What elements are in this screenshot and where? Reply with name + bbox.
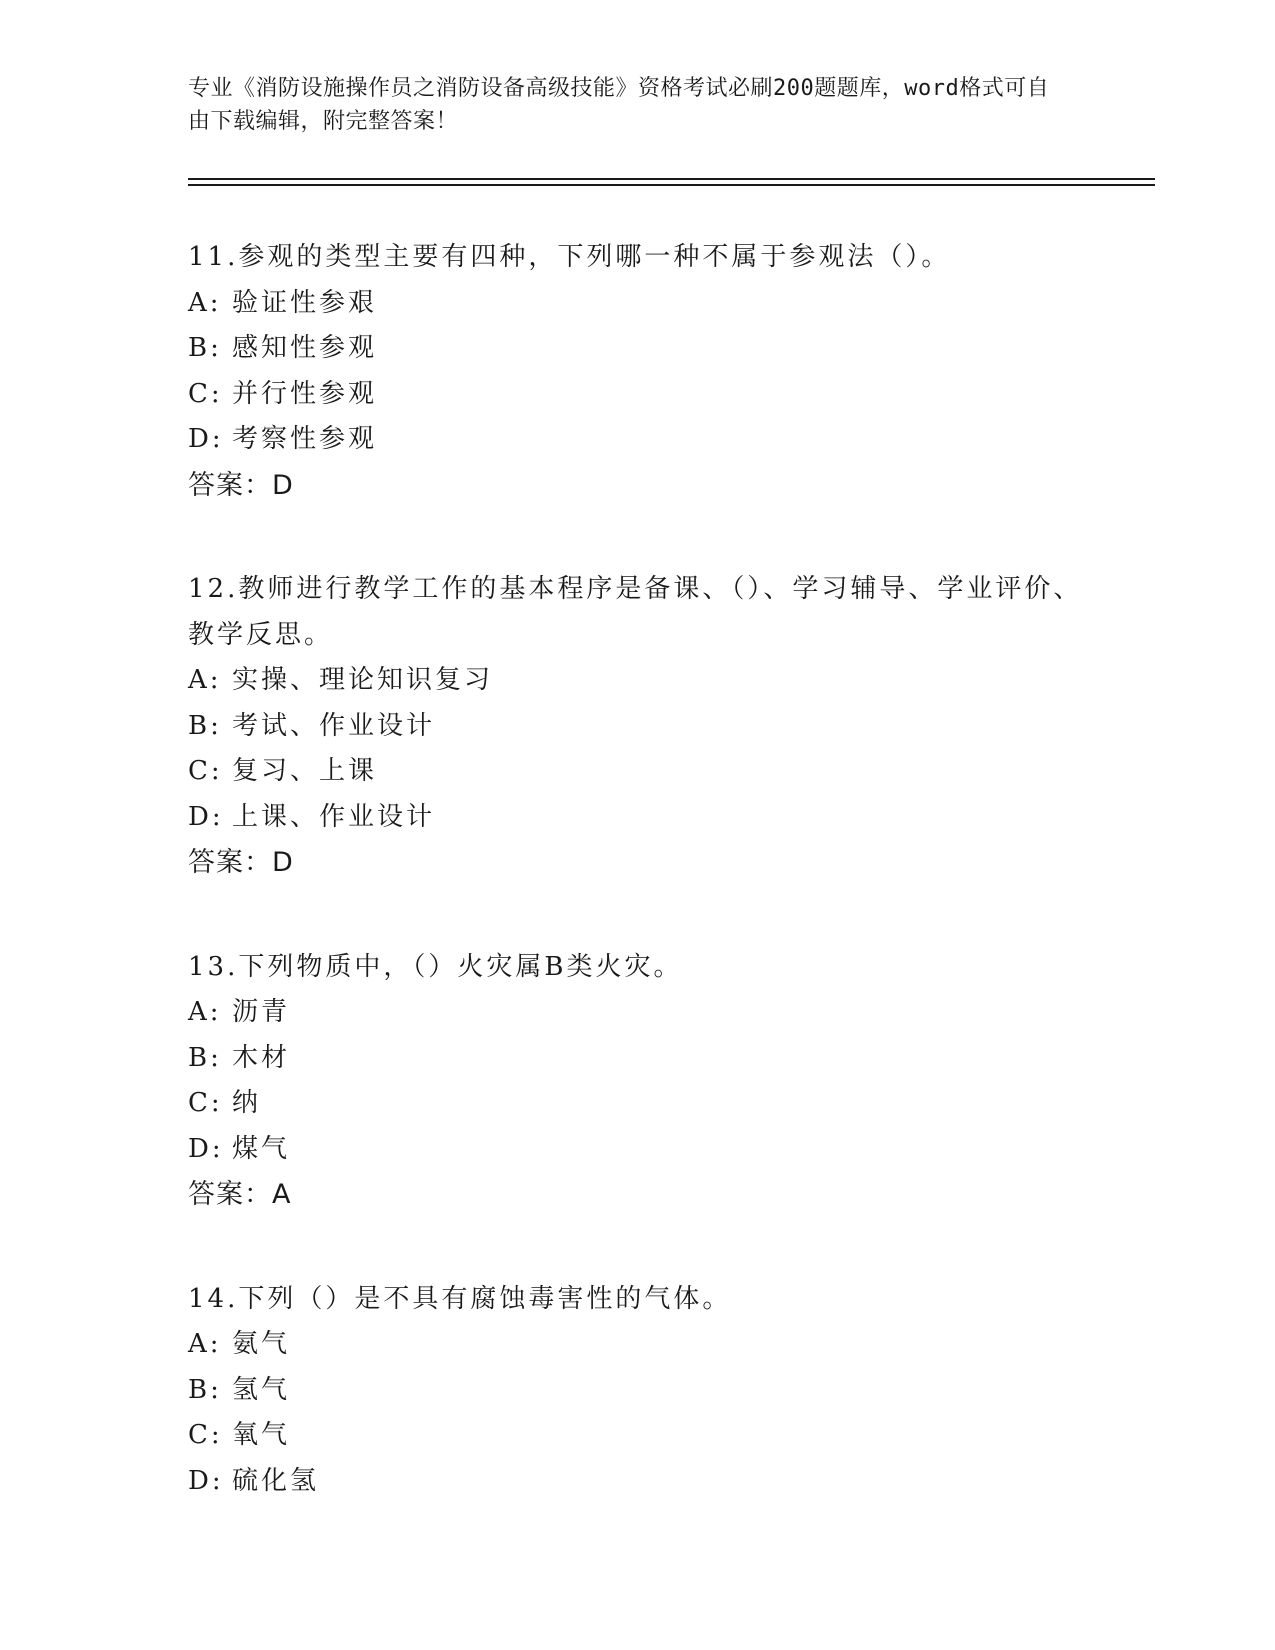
option-text: 复习、上课 bbox=[232, 756, 378, 786]
option-text: 上课、作业设计 bbox=[232, 801, 436, 832]
option-letter: D: bbox=[188, 1465, 224, 1496]
option-letter: D: bbox=[188, 801, 224, 832]
question-prompt: 12.教师进行教学工作的基本程序是备课、（）、学习辅导、学业评价、教学反思。 bbox=[188, 574, 1083, 650]
question-prompt: 13.下列物质中，（）火灾属B类火灾。 bbox=[188, 951, 683, 982]
option-d bbox=[188, 795, 1088, 841]
header-divider-top bbox=[188, 178, 1155, 180]
document-header: 专业《消防设施操作员之消防设备高级技能》资格考试必刷200题题库，word格式可自由下载编辑，附完整答案！ bbox=[188, 76, 1050, 134]
option-letter: C: bbox=[188, 1088, 223, 1118]
question-12 bbox=[188, 567, 1088, 886]
option-text: 考察性参观 bbox=[232, 424, 378, 454]
option-text: 验证性参艰 bbox=[232, 287, 378, 318]
option-letter: C: bbox=[188, 1420, 223, 1450]
option-text: 沥青 bbox=[232, 997, 291, 1027]
option-letter: B: bbox=[188, 1042, 222, 1073]
option-text: 氧气 bbox=[232, 1420, 291, 1450]
option-a bbox=[188, 281, 1088, 327]
option-letter: B: bbox=[188, 333, 222, 363]
option-a bbox=[188, 658, 1088, 704]
question-14 bbox=[188, 1277, 1088, 1505]
option-d bbox=[188, 1127, 1088, 1173]
option-letter: B: bbox=[188, 710, 222, 741]
option-c bbox=[188, 749, 1088, 795]
option-d bbox=[188, 417, 1088, 463]
option-letter: C: bbox=[188, 378, 223, 409]
option-c bbox=[188, 1081, 1088, 1127]
option-a bbox=[188, 1322, 1088, 1368]
option-text: 氨气 bbox=[232, 1329, 291, 1359]
option-text: 感知性参观 bbox=[232, 333, 378, 363]
option-letter: D: bbox=[188, 424, 224, 454]
option-letter: D: bbox=[188, 1133, 224, 1164]
option-letter: A: bbox=[188, 287, 222, 318]
option-letter: A: bbox=[188, 997, 222, 1027]
option-b bbox=[188, 1368, 1088, 1414]
option-d bbox=[188, 1459, 1088, 1505]
option-letter: C: bbox=[188, 756, 223, 786]
answer-label: 答案：D bbox=[188, 847, 294, 878]
option-c bbox=[188, 372, 1088, 418]
option-text: 并行性参观 bbox=[232, 378, 378, 409]
option-text: 硫化氢 bbox=[232, 1465, 320, 1496]
option-a bbox=[188, 990, 1088, 1036]
question-11 bbox=[188, 235, 1088, 508]
question-13 bbox=[188, 945, 1088, 1218]
option-letter: A: bbox=[188, 665, 222, 695]
option-text: 木材 bbox=[232, 1042, 291, 1073]
option-letter: A: bbox=[188, 1329, 222, 1359]
question-list bbox=[188, 235, 1088, 1563]
option-text: 实操、理论知识复习 bbox=[232, 665, 494, 695]
option-text: 氢气 bbox=[232, 1374, 291, 1405]
option-b bbox=[188, 1036, 1088, 1082]
option-b bbox=[188, 326, 1088, 372]
answer-label: 答案：D bbox=[188, 469, 294, 501]
header-divider-bottom bbox=[188, 184, 1155, 186]
answer-label: 答案：A bbox=[188, 1179, 292, 1210]
option-text: 考试、作业设计 bbox=[232, 710, 436, 741]
option-text: 煤气 bbox=[232, 1133, 291, 1164]
question-prompt: 14.下列（）是不具有腐蚀毒害性的气体。 bbox=[188, 1283, 732, 1314]
question-prompt: 11.参观的类型主要有四种，下列哪一种不属于参观法（）。 bbox=[188, 242, 951, 272]
option-b bbox=[188, 704, 1088, 750]
option-letter: B: bbox=[188, 1374, 222, 1405]
option-c bbox=[188, 1413, 1088, 1459]
option-text: 纳 bbox=[232, 1088, 262, 1118]
